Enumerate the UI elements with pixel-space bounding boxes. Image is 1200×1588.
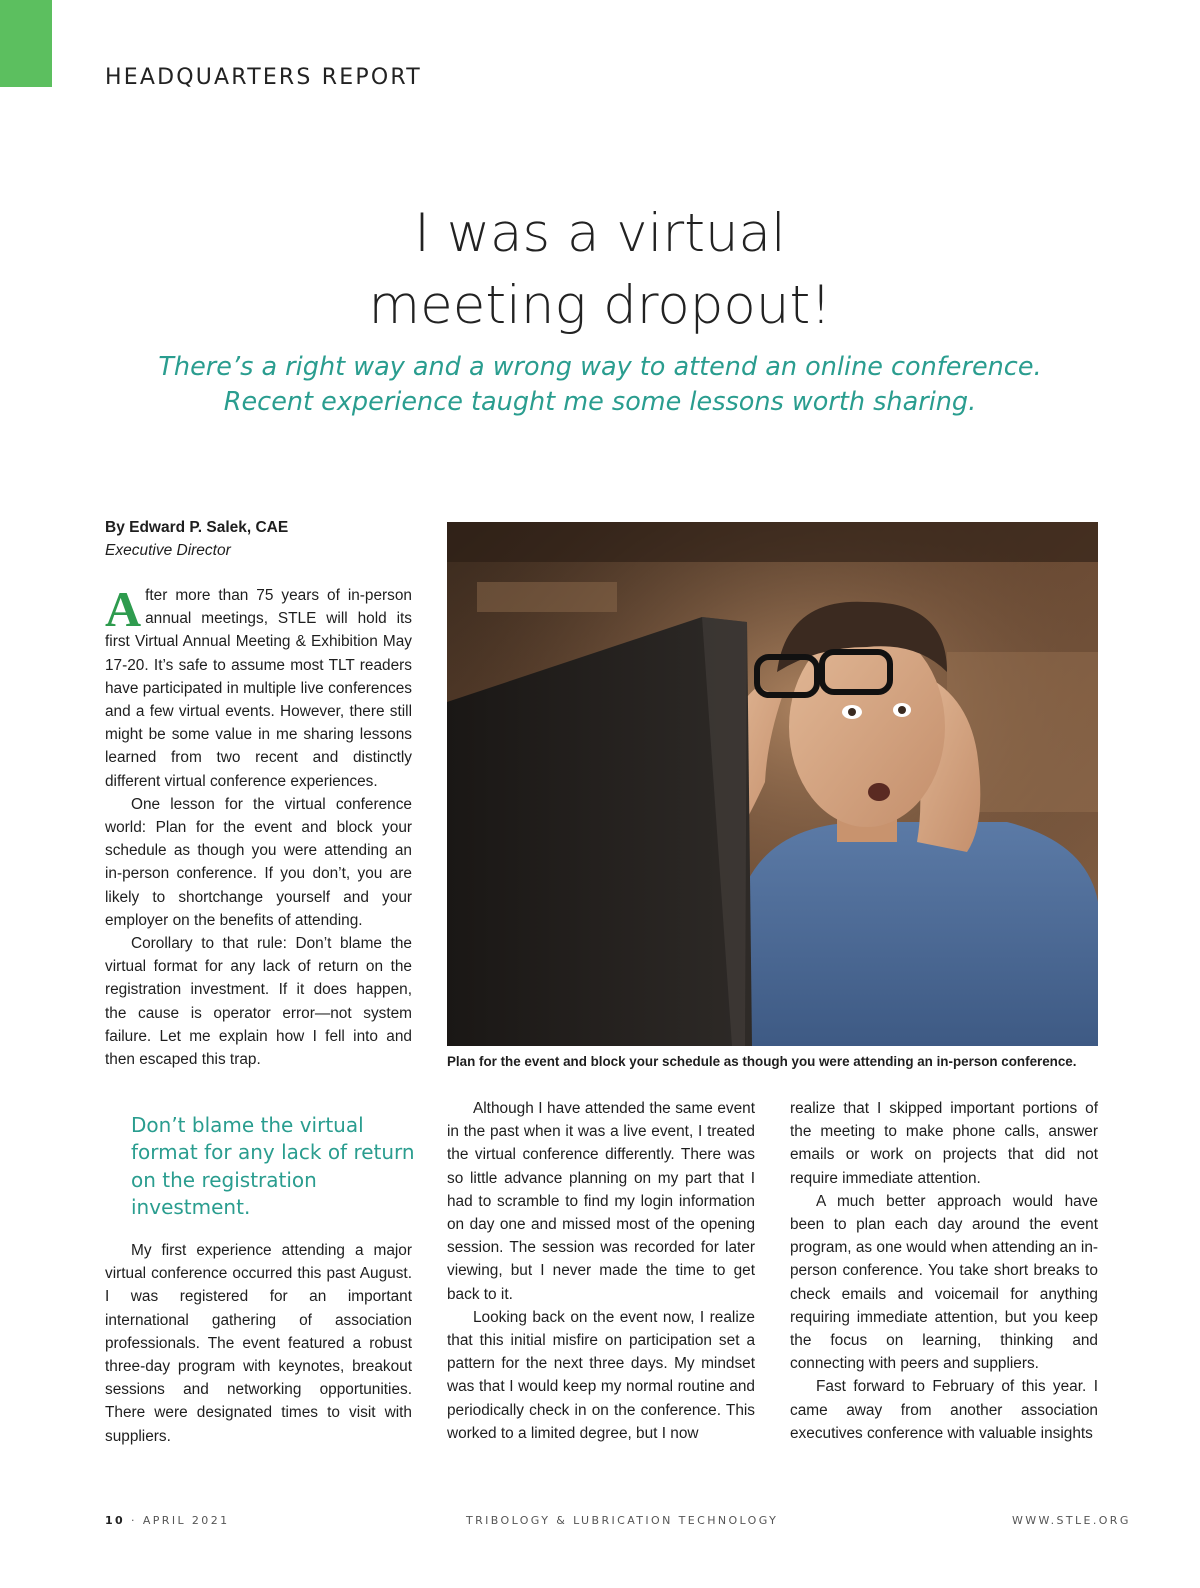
article-column-2 xyxy=(447,1097,755,1445)
page-number: 10 xyxy=(105,1514,126,1527)
pull-quote: Don’t blame the virtual format for any lack of return on the registration investment. xyxy=(131,1113,415,1219)
website-link[interactable]: WWW.STLE.ORG xyxy=(1012,1514,1131,1527)
paragraph-9: Fast forward to February of this year. I came away from another association executives conference with valuable insights xyxy=(790,1378,1098,1442)
paragraph-3: Corollary to that rule: Don’t blame the virtual format for any lack of return on the registration investment. If it does happen, the cause is operator error—not system failure. Let me explain how I fell into and then escaped this trap. xyxy=(105,935,412,1069)
author-role: Executive Director xyxy=(105,542,231,559)
article-column-1-lower xyxy=(105,1239,412,1448)
paragraph-5: Although I have attended the same event in the past when it was a live event, I treated the virtual conference differently. There was so little advance planning on my part that I had to scramble to find my login information on day one and missed most of the opening session. The session was recorded for later viewing, but I never made the time to get back to it. xyxy=(447,1100,755,1303)
article-photo xyxy=(447,522,1098,1046)
publication-name: TRIBOLOGY & LUBRICATION TECHNOLOGY xyxy=(466,1514,779,1527)
article-subtitle xyxy=(0,350,1200,420)
author-name: By Edward P. Salek, CAE xyxy=(105,519,289,536)
title-line-1: I was a virtual xyxy=(414,203,786,264)
footer-page-info xyxy=(105,1514,230,1527)
paragraph-6: Looking back on the event now, I realize that this initial misfire on participation set a pattern for the next three days. My mindset was that I would keep my normal routine and periodically check in on the conference. This worked to a limited degree, but I now xyxy=(447,1308,755,1442)
title-line-2: meeting dropout! xyxy=(368,275,832,336)
paragraph-1 xyxy=(105,581,412,793)
section-label: HEADQUARTERS REPORT xyxy=(105,65,422,90)
byline xyxy=(105,516,288,562)
footer-separator: · xyxy=(131,1514,137,1527)
paragraph-1-text: fter more than 75 years of in-person annual meetings, STLE will hold its first Virtual Annual Meeting & Exhibition May 17-20. It’s safe to assume most TLT readers have participated in multiple live conferences and a few virtual events. However, there still might be some value in me sharing lessons learned from two recent and distinctly different virtual conference experiences. xyxy=(105,587,412,790)
paragraph-2: One lesson for the virtual conference world: Plan for the event and block your schedule as though you were attending an in-person conference. If you don’t, you are likely to shortchange yourself and your employer on the benefits of attending. xyxy=(105,795,412,929)
article-title xyxy=(0,198,1200,342)
drop-cap: A xyxy=(105,581,142,637)
paragraph-4: My first experience attending a major virtual conference occurred this past August. I was registered for an important international gathering of association professionals. The event featured a robust three-day program with keynotes, breakout sessions and networking opportunities. There were designated times to visit with suppliers. xyxy=(105,1242,412,1445)
subtitle-line-1: There’s a right way and a wrong way to attend an online conference. xyxy=(158,352,1042,382)
photo-caption: Plan for the event and block your schedule as though you were attending an in-person conference. xyxy=(447,1054,1077,1069)
section-color-tab xyxy=(0,0,52,87)
man-looking-at-laptop-photo xyxy=(447,522,1098,1046)
paragraph-7: realize that I skipped important portions of the meeting to make phone calls, answer emails or work on projects that did not require immediate attention. xyxy=(790,1100,1098,1187)
article-column-1 xyxy=(105,581,412,1071)
issue-date: APRIL 2021 xyxy=(142,1514,230,1527)
paragraph-8: A much better approach would have been to plan each day around the event program, as one would when attending an in-person conference. You take short breaks to check emails and voicemail for anything requiring immediate attention, but you keep the focus on learning, thinking and connecting with peers and suppliers. xyxy=(790,1192,1099,1373)
subtitle-line-2: Recent experience taught me some lessons worth sharing. xyxy=(223,387,977,417)
article-column-3 xyxy=(790,1097,1098,1445)
